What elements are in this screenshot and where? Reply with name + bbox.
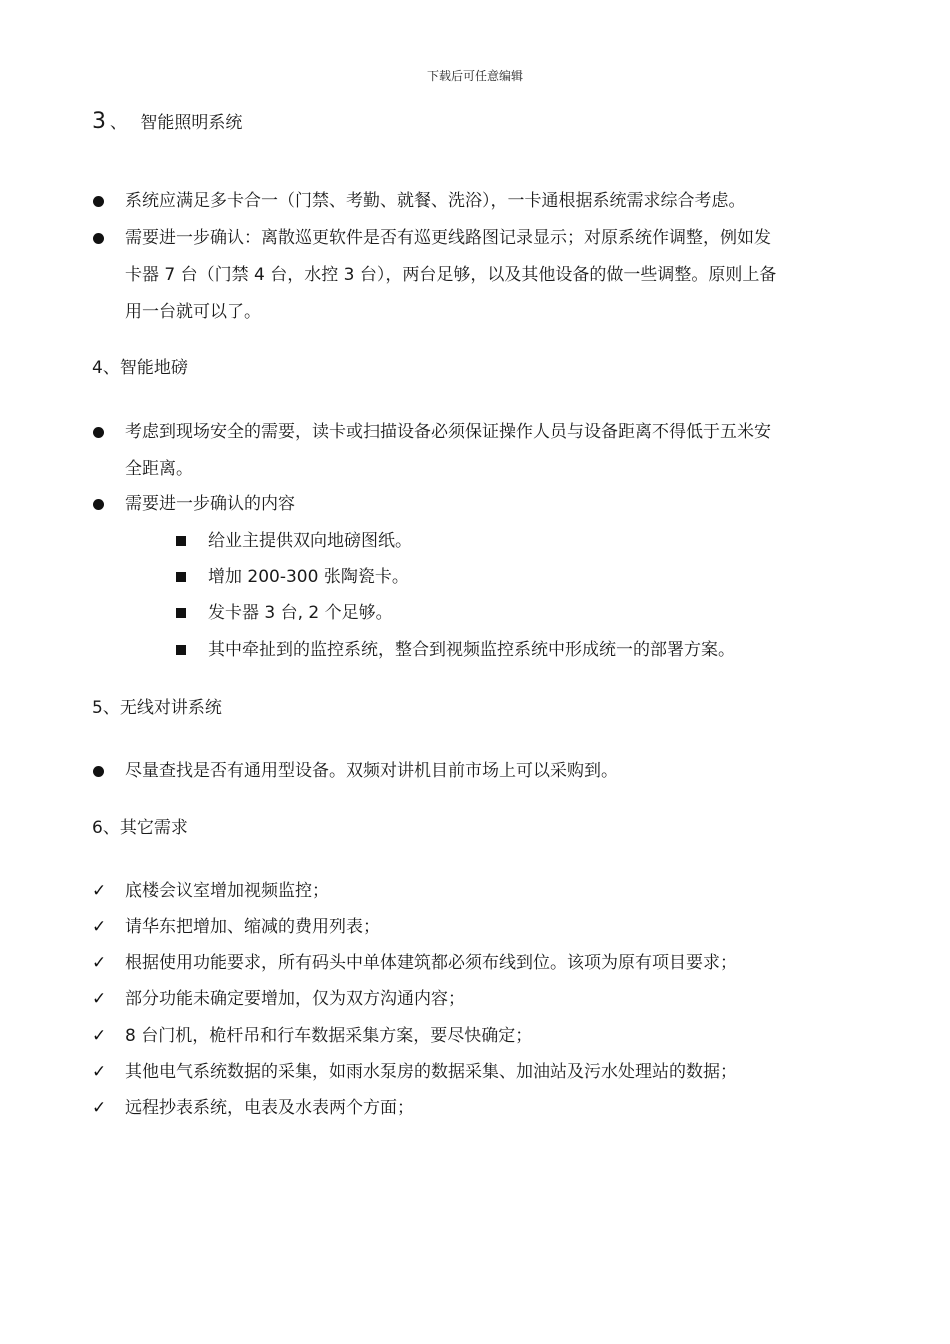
sub-list-item-text: 其中牵扯到的监控系统，整合到视频监控系统中形成统一的部署方案。 [208, 640, 735, 660]
square-bullet-icon [175, 638, 199, 662]
checklist-item-text: 远程抄表系统，电表及水表两个方面； [125, 1098, 414, 1118]
section-separator: 、 [110, 113, 127, 133]
bullet-icon [92, 759, 116, 784]
checklist-item-text: 请华东把增加、缩减的费用列表； [125, 917, 380, 937]
bullet-icon [92, 492, 116, 517]
check-icon: ✓ [92, 953, 107, 973]
check-icon: ✓ [92, 1062, 107, 1082]
section-title-text: 5、无线对讲系统 [92, 698, 222, 718]
check-icon: ✓ [92, 1026, 107, 1046]
bullet-icon [92, 189, 116, 214]
list-item-text: 需要进一步确认：离散巡更软件是否有巡更线路图记录显示；对原系统作调整，例如发 [125, 228, 771, 248]
square-bullet-icon [175, 529, 199, 553]
header-note: 下载后可任意编辑 [426, 69, 523, 83]
checklist-item-text: 根据使用功能要求，所有码头中单体建筑都必须布线到位。该项为原有项目要求； [125, 953, 737, 973]
sub-list-item-text: 增加 200-300 张陶瓷卡。 [208, 567, 409, 587]
checklist-item-text: 部分功能未确定要增加，仅为双方沟通内容； [125, 989, 465, 1009]
bullet-icon [92, 226, 116, 251]
list-item-text: 考虑到现场安全的需要，读卡或扫描设备必须保证操作人员与设备距离不得低于五米安 [125, 422, 771, 442]
list-item-text: 全距离。 [125, 459, 193, 479]
section-title-weighbridge [92, 356, 188, 380]
sub-list-item-text: 给业主提供双向地磅图纸。 [208, 531, 412, 551]
sub-list-item-text: 发卡器 3 台, 2 个足够。 [208, 603, 393, 623]
list-item-text: 用一台就可以了。 [125, 302, 261, 322]
check-icon: ✓ [92, 917, 107, 937]
section-title-text: 6、其它需求 [92, 818, 188, 838]
check-icon: ✓ [92, 989, 107, 1009]
list-item-text: 尽量查找是否有通用型设备。双频对讲机目前市场上可以采购到。 [125, 761, 618, 781]
section-title-lighting [92, 110, 242, 135]
list-item-text: 卡器 7 台（门禁 4 台，水控 3 台），两台足够，以及其他设备的做一些调整。原则上备 [125, 265, 777, 285]
section-number: 3 [92, 109, 106, 134]
checklist-item-text: 其他电气系统数据的采集，如雨水泵房的数据采集、加油站及污水处理站的数据； [125, 1062, 737, 1082]
checklist-item-text: 底楼会议室增加视频监控； [125, 881, 329, 901]
list-item-text: 系统应满足多卡合一（门禁、考勤、就餐、洗浴），一卡通根据系统需求综合考虑。 [125, 191, 746, 211]
bullet-icon [92, 420, 116, 445]
square-bullet-icon [175, 565, 199, 589]
section-title-other [92, 816, 188, 840]
section-title-text: 智能照明系统 [140, 113, 243, 133]
section-title-intercom [92, 696, 222, 720]
square-bullet-icon [175, 601, 199, 625]
check-icon: ✓ [92, 881, 107, 901]
section-title-text: 4、智能地磅 [92, 358, 188, 378]
list-item-text: 需要进一步确认的内容 [125, 494, 295, 514]
checklist-item-text: 8 台门机，桅杆吊和行车数据采集方案，要尽快确定； [125, 1026, 533, 1046]
check-icon: ✓ [92, 1098, 107, 1118]
